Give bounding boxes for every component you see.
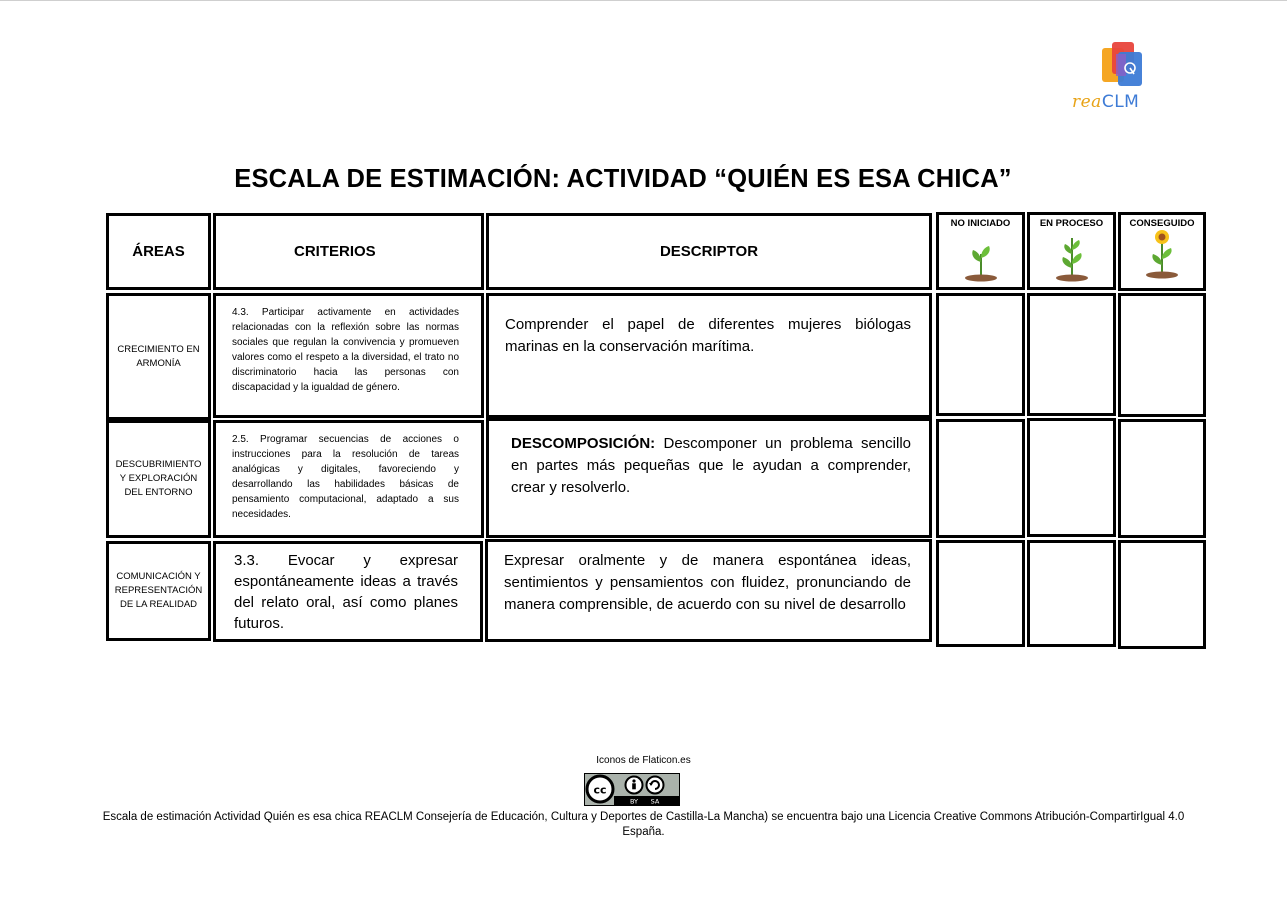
header-descriptor-label: DESCRIPTOR [659,243,759,260]
row3-check-conseguido[interactable] [1118,540,1206,649]
row1-check-no-iniciado[interactable] [936,293,1025,416]
header-en-proceso-label: EN PROCESO [1039,218,1104,229]
header-en-proceso [1027,212,1116,290]
header-descriptor [486,213,932,290]
row2-check-en-proceso[interactable] [1027,418,1116,537]
row2-descriptor-bold: DESCOMPOSICIÓN: [511,435,656,452]
row1-criterio-text: 4.3. Participar activamente en actividades relacionadas con la reflexión sobre las normas sociales que regulan la convivencia y promueven valores como el respeto a la diversidad, el trato no discriminatorio hacia las personas con discapacidad y la igualdad de género. [232,307,459,393]
row3-area [106,541,211,641]
sa-icon [647,777,664,794]
header-conseguido [1118,212,1206,291]
row1-area-label: CRECIMIENTO EN ARMONÍA [117,343,200,369]
row2-descriptor [486,418,932,538]
row3-criterio-text: 3.3. Evocar y expresar espontáneamente ideas a través del relato oral, así como planes futuros. [234,552,458,632]
row1-criterio [213,293,484,418]
row2-area [106,420,211,538]
reaclm-logo-text: reaCLM [1072,92,1140,112]
row1-descriptor [486,293,932,418]
license-text: Escala de estimación Actividad Quién es esa chica REACLM Consejería de Educación, Cultura y Deportes de Castilla-La Mancha) se encuentra bajo una Licencia Creative Commons Atribución-CompartirIgual 4.0 España. [102,811,1185,838]
header-areas [106,213,211,290]
row2-area-label: DESCUBRIMIENTO Y EXPLORACIÓN DEL ENTORNO [115,459,202,498]
header-criterios-label: CRITERIOS [294,243,376,260]
reaclm-logo [1072,42,1172,114]
row2-check-no-iniciado[interactable] [936,419,1025,538]
growing-plant-icon [1052,232,1092,282]
cc-sa-label: SA [650,797,660,806]
header-conseguido-label: CONSEGUIDO [1129,218,1195,229]
row3-criterio [213,541,483,642]
row3-check-en-proceso[interactable] [1027,540,1116,647]
row2-check-conseguido[interactable] [1118,419,1206,538]
row3-descriptor-text: Expresar oralmente y de manera espontánea ideas, sentimientos y pensamientos con fluidez, pronunciando de manera comprensible, de acuerdo con su nivel de desarrollo [504,552,911,613]
row1-check-en-proceso[interactable] [1027,293,1116,416]
svg-text:cc: cc [593,783,607,797]
row3-descriptor [485,539,932,642]
sprout-icon [961,232,1001,282]
creative-commons-badge[interactable] [584,773,680,806]
sunflower-icon [1142,229,1182,279]
row1-area [106,293,211,420]
row2-criterio-text: 2.5. Programar secuencias de acciones o instrucciones para la resolución de tareas analógicas y digitales, favoreciendo y desarrollando las habilidades básicas de pensamiento computacional, adaptado a sus necesidades. [232,434,459,520]
row3-area-label: COMUNICACIÓN Y REPRESENTACIÓN DE LA REALIDAD [114,571,203,610]
header-no-iniciado [936,212,1025,290]
row3-check-no-iniciado[interactable] [936,540,1025,647]
row1-descriptor-text: Comprender el papel de diferentes mujeres biólogas marinas en la conservación marítima. [505,316,911,355]
icon-credit: Iconos de Flaticon.es [596,755,691,766]
reaclm-logo-icon [1102,42,1150,88]
header-criterios [213,213,484,290]
cc-by-label: BY [629,797,639,806]
row2-descriptor-text: Descomponer un problema sencillo en partes más pequeñas que le ayudan a comprender, crear y resolverlo. [511,435,911,496]
page-title: ESCALA DE ESTIMACIÓN: ACTIVIDAD “QUIÉN ES ESA CHICA” [234,163,1012,193]
row1-check-conseguido[interactable] [1118,293,1206,417]
row2-criterio [213,420,484,538]
header-areas-label: ÁREAS [132,243,185,260]
header-no-iniciado-label: NO INICIADO [950,218,1011,229]
top-border-line [0,0,1287,1]
